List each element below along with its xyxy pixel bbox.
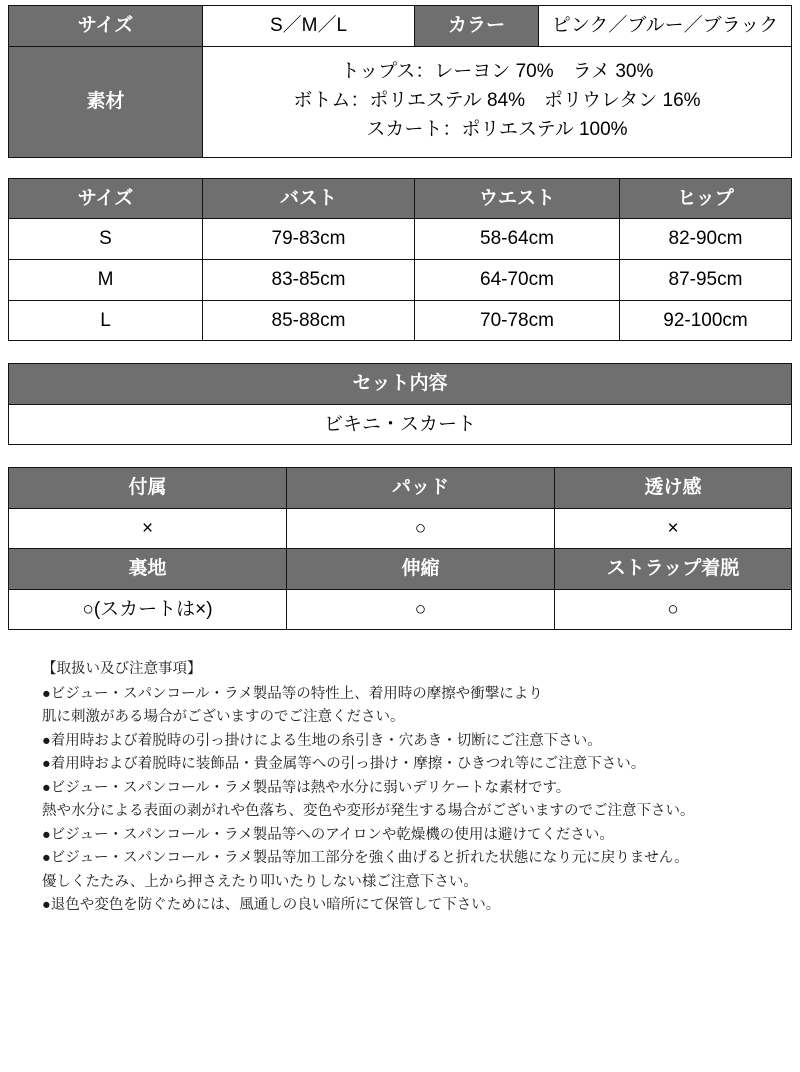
size-row-m-hip: 87-95cm: [620, 259, 792, 300]
table-row: [9, 219, 792, 260]
size-header-size: サイズ: [9, 178, 203, 219]
size-chart-table: [8, 178, 792, 341]
attributes-table: [8, 467, 792, 630]
size-row-l-hip: 92-100cm: [620, 300, 792, 341]
table-row: [9, 508, 792, 549]
attr-value-stretch: ○: [287, 589, 555, 630]
size-row-m-label: M: [9, 259, 203, 300]
size-row-s-hip: 82-90cm: [620, 219, 792, 260]
care-note-line: ●退色や変色を防ぐためには、風通しの良い暗所にて保管して下さい。: [42, 897, 501, 914]
attr-header-stretch: 伸縮: [287, 549, 555, 590]
table-header-row: [9, 468, 792, 509]
care-note-line: ●ビジュー・スパンコール・ラメ製品等へのアイロンや乾燥機の使用は避けてください。: [42, 826, 614, 843]
attr-value-sheerness: ×: [555, 508, 792, 549]
set-contents-header: セット内容: [9, 364, 792, 405]
table-row: [9, 300, 792, 341]
table-row: [9, 46, 792, 157]
attr-value-lining: ○(スカートは×): [9, 589, 287, 630]
care-note-line: ●着用時および着脱時に装飾品・貴金属等への引っ掛け・摩擦・ひきつれ等にご注意下さい。: [42, 756, 646, 773]
material-line-tops: トップス：レーヨン 70% ラメ 30%: [340, 60, 654, 82]
spec-color-label: カラー: [415, 6, 539, 47]
care-note-line: 肌に刺激がある場合がございますのでご注意ください。: [42, 709, 405, 726]
table-row: [9, 589, 792, 630]
table-row: [9, 6, 792, 47]
product-spec-page: [0, 5, 800, 1072]
spec-size-value: S／M／L: [203, 6, 415, 47]
spec-material-label: 素材: [9, 46, 203, 157]
set-contents-table: [8, 363, 792, 445]
care-note-line: ●ビジュー・スパンコール・ラメ製品等は熱や水分に弱いデリケートな素材です。: [42, 779, 571, 796]
table-row: [9, 259, 792, 300]
size-row-l-waist: 70-78cm: [415, 300, 620, 341]
table-row: [9, 404, 792, 445]
size-row-m-bust: 83-85cm: [203, 259, 415, 300]
attr-header-lining: 裏地: [9, 549, 287, 590]
attr-header-sheerness: 透け感: [555, 468, 792, 509]
care-note-line: ●ビジュー・スパンコール・ラメ製品等の特性上、着用時の摩擦や衝撃により: [42, 685, 543, 702]
care-note-line: 熱や水分による表面の剥がれや色落ち、変色や変形が発生する場合がございますのでご注意下さい。: [42, 803, 695, 820]
set-contents-value: ビキニ・スカート: [9, 404, 792, 445]
table-header-row: [9, 178, 792, 219]
material-line-skirt: スカート：ポリエステル 100%: [366, 119, 628, 141]
size-row-s-waist: 58-64cm: [415, 219, 620, 260]
attr-header-pad: パッド: [287, 468, 555, 509]
size-row-s-label: S: [9, 219, 203, 260]
care-notes-title: 【取扱い及び注意事項】: [42, 661, 202, 678]
care-notes: [8, 658, 792, 917]
attr-value-accessory: ×: [9, 508, 287, 549]
care-note-line: ●着用時および着脱時の引っ掛けによる生地の糸引き・穴あき・切断にご注意下さい。: [42, 732, 602, 749]
size-row-l-bust: 85-88cm: [203, 300, 415, 341]
size-header-hip: ヒップ: [620, 178, 792, 219]
attr-header-strap-detach: ストラップ着脱: [555, 549, 792, 590]
attr-header-accessory: 付属: [9, 468, 287, 509]
spec-color-value: ピンク／ブルー／ブラック: [539, 6, 792, 47]
size-row-s-bust: 79-83cm: [203, 219, 415, 260]
care-note-line: 優しくたたみ、上から押さえたり叩いたりしない様ご注意下さい。: [42, 873, 478, 890]
table-header-row: [9, 549, 792, 590]
spec-size-label: サイズ: [9, 6, 203, 47]
material-line-bottom: ボトム：ポリエステル 84% ポリウレタン 16%: [293, 89, 701, 111]
spec-material-value: [203, 46, 792, 157]
attr-value-strap-detach: ○: [555, 589, 792, 630]
spec-table: [8, 5, 792, 158]
care-note-line: ●ビジュー・スパンコール・ラメ製品等加工部分を強く曲げると折れた状態になり元に戻りません。: [42, 850, 689, 867]
size-header-bust: バスト: [203, 178, 415, 219]
size-header-waist: ウエスト: [415, 178, 620, 219]
size-row-m-waist: 64-70cm: [415, 259, 620, 300]
size-row-l-label: L: [9, 300, 203, 341]
attr-value-pad: ○: [287, 508, 555, 549]
table-header-row: [9, 364, 792, 405]
